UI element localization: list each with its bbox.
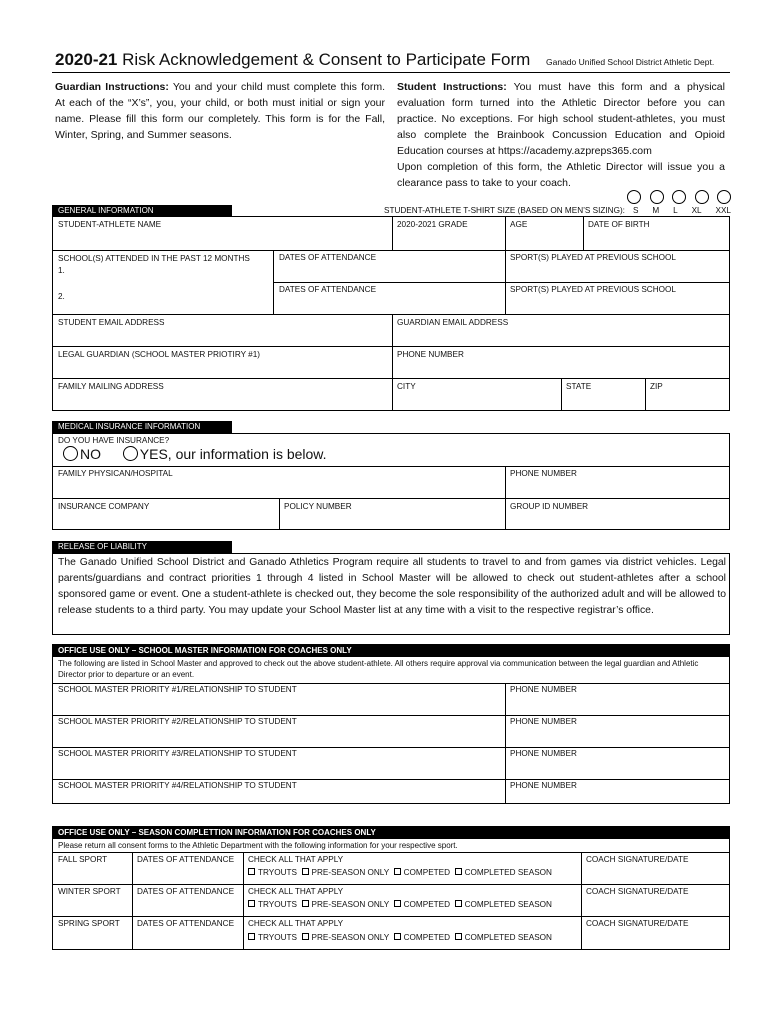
schools-attended-label: SCHOOL(S) ATTENDED IN THE PAST 12 MONTHS bbox=[58, 254, 250, 263]
completed-label: COMPLETED SEASON bbox=[464, 933, 552, 942]
fall-completed-checkbox[interactable] bbox=[455, 868, 462, 875]
winter-dates-field[interactable]: DATES OF ATTENDANCE bbox=[137, 887, 235, 896]
shirt-size-s-radio[interactable] bbox=[627, 190, 641, 204]
legal-guardian-field[interactable]: LEGAL GUARDIAN (SCHOOL MASTER PRIOTIRY #1) bbox=[58, 350, 261, 359]
zip-field[interactable]: ZIP bbox=[650, 382, 663, 391]
size-s: S bbox=[633, 206, 639, 215]
priority-2-field[interactable]: SCHOOL MASTER PRIORITY #2/RELATIONSHIP TO STUDENT bbox=[58, 717, 297, 726]
competed-label: COMPETED bbox=[403, 933, 451, 942]
department-name: Ganado Unified School District Athletic Dept. bbox=[546, 57, 715, 67]
priority-3-phone-field[interactable]: PHONE NUMBER bbox=[510, 749, 577, 758]
student-instructions-label: Student Instructions: bbox=[397, 81, 507, 93]
policy-number-field[interactable]: POLICY NUMBER bbox=[284, 502, 352, 511]
school-master-note: The following are listed in School Master and approved to check out the above student-athlete. All others require approval via communication between the legal guardian and Athletic Director prior to departure or an event. bbox=[58, 659, 699, 679]
winter-check-label: CHECK ALL THAT APPLY bbox=[248, 887, 344, 896]
form-title bbox=[55, 50, 530, 70]
priority-1-field[interactable]: SCHOOL MASTER PRIORITY #1/RELATIONSHIP TO STUDENT bbox=[58, 685, 297, 694]
completed-label: COMPLETED SEASON bbox=[464, 900, 552, 909]
priority-4-phone-field[interactable]: PHONE NUMBER bbox=[510, 781, 577, 790]
student-name-field[interactable]: STUDENT-ATHLETE NAME bbox=[58, 220, 162, 229]
student-instructions-text2: Upon completion of this form, the Athletic Director will issue you a clearance pass to take to your coach. bbox=[397, 161, 725, 189]
school-2-label[interactable]: 2. bbox=[58, 292, 65, 301]
shirt-size-label: STUDENT-ATHLETE T-SHIRT SIZE (BASED ON MEN’S SIZING): bbox=[384, 206, 625, 215]
tryouts-label: TRYOUTS bbox=[258, 933, 297, 942]
preseason-label: PRE-SEASON ONLY bbox=[311, 900, 390, 909]
fall-preseason-checkbox[interactable] bbox=[302, 868, 309, 875]
spring-completed-checkbox[interactable] bbox=[455, 933, 462, 940]
mailing-address-field[interactable]: FAMILY MAILING ADDRESS bbox=[58, 382, 164, 391]
fall-check-label: CHECK ALL THAT APPLY bbox=[248, 855, 344, 864]
spring-tryouts-checkbox[interactable] bbox=[248, 933, 255, 940]
fall-competed-checkbox[interactable] bbox=[394, 868, 401, 875]
insurance-no-radio[interactable] bbox=[63, 446, 78, 461]
fall-sport-field[interactable]: FALL SPORT bbox=[58, 855, 108, 864]
school-master-table bbox=[52, 644, 730, 804]
spring-check-label: CHECK ALL THAT APPLY bbox=[248, 919, 344, 928]
winter-sport-field[interactable]: WINTER SPORT bbox=[58, 887, 121, 896]
grade-field[interactable]: 2020-2021 GRADE bbox=[397, 220, 468, 229]
release-box bbox=[52, 553, 730, 635]
season-completion-header: OFFICE USE ONLY – SEASON COMPLETTION INFORMATION FOR COACHES ONLY bbox=[58, 828, 376, 837]
spring-dates-field[interactable]: DATES OF ATTENDANCE bbox=[137, 919, 235, 928]
priority-2-phone-field[interactable]: PHONE NUMBER bbox=[510, 717, 577, 726]
release-header: RELEASE OF LIABILITY bbox=[52, 541, 232, 553]
sport-previous-2-field[interactable]: SPORT(S) PLAYED AT PREVIOUS SCHOOL bbox=[510, 285, 676, 294]
sport-previous-1-field[interactable]: SPORT(S) PLAYED AT PREVIOUS SCHOOL bbox=[510, 253, 676, 262]
winter-tryouts-checkbox[interactable] bbox=[248, 900, 255, 907]
dob-field[interactable]: DATE OF BIRTH bbox=[588, 220, 650, 229]
winter-check-options bbox=[248, 900, 552, 909]
general-info-table bbox=[52, 216, 730, 411]
priority-4-field[interactable]: SCHOOL MASTER PRIORITY #4/RELATIONSHIP TO STUDENT bbox=[58, 781, 297, 790]
completed-label: COMPLETED SEASON bbox=[464, 868, 552, 877]
fall-dates-field[interactable]: DATES OF ATTENDANCE bbox=[137, 855, 235, 864]
form-year: 2020-21 bbox=[55, 50, 118, 69]
fall-tryouts-checkbox[interactable] bbox=[248, 868, 255, 875]
age-field[interactable]: AGE bbox=[510, 220, 528, 229]
student-email-field[interactable]: STUDENT EMAIL ADDRESS bbox=[58, 318, 165, 327]
tryouts-label: TRYOUTS bbox=[258, 868, 297, 877]
size-xl: XL bbox=[691, 206, 702, 215]
student-instructions bbox=[397, 79, 725, 191]
release-text: The Ganado Unified School District and Ganado Athletics Program require all students to travel to and from games via district vehicles. Legal parents/guardians and contract priorities 1 through 4 listed in School Master will be allowed to check out student-athletes after a school sponsored game or event. One a student-athlete is checked out, they become the sole responsibility of the authorized adult and will be allowed to release students to a third party. You may update your School Master list at any time with a visit to the respective registrar’s office. bbox=[58, 557, 726, 616]
schools-attended-field[interactable] bbox=[58, 253, 250, 277]
competed-label: COMPETED bbox=[403, 868, 451, 877]
physician-phone-field[interactable]: PHONE NUMBER bbox=[510, 469, 577, 478]
shirt-size-xl-radio[interactable] bbox=[695, 190, 709, 204]
tryouts-label: TRYOUTS bbox=[258, 900, 297, 909]
dates-attendance-1-field[interactable]: DATES OF ATTENDANCE bbox=[279, 253, 377, 262]
spring-competed-checkbox[interactable] bbox=[394, 933, 401, 940]
winter-completed-checkbox[interactable] bbox=[455, 900, 462, 907]
winter-coach-signature-field[interactable]: COACH SIGNATURE/DATE bbox=[586, 887, 689, 896]
guardian-phone-field[interactable]: PHONE NUMBER bbox=[397, 350, 464, 359]
dates-attendance-2-field[interactable]: DATES OF ATTENDANCE bbox=[279, 285, 377, 294]
insurance-yes-label: YES, our information is below. bbox=[139, 446, 327, 462]
insurance-yes-radio[interactable] bbox=[123, 446, 138, 461]
insurance-company-field[interactable]: INSURANCE COMPANY bbox=[58, 502, 150, 511]
medical-info-table bbox=[52, 433, 730, 530]
winter-competed-checkbox[interactable] bbox=[394, 900, 401, 907]
form-title-text: Risk Acknowledgement & Consent to Participate Form bbox=[117, 50, 531, 69]
school-1-label: 1. bbox=[58, 266, 65, 275]
group-id-field[interactable]: GROUP ID NUMBER bbox=[510, 502, 589, 511]
shirt-size-list bbox=[633, 206, 731, 215]
spring-check-options bbox=[248, 933, 552, 942]
size-xxl: XXL bbox=[715, 206, 731, 215]
fall-coach-signature-field[interactable]: COACH SIGNATURE/DATE bbox=[586, 855, 689, 864]
guardian-instructions-text: You and your child must complete this form. At each of the “X’s”, you, your child, or both must initial or sign your name. Please fill this form our completely. This form is for the Fall, Winter, Spring, and Summer seasons. bbox=[55, 81, 385, 141]
shirt-size-m-radio[interactable] bbox=[650, 190, 664, 204]
physician-field[interactable]: FAMILY PHYSICAN/HOSPITAL bbox=[58, 469, 173, 478]
insurance-question: DO YOU HAVE INSURANCE? bbox=[58, 436, 170, 445]
title-rule bbox=[52, 72, 730, 73]
state-field[interactable]: STATE bbox=[566, 382, 592, 391]
spring-preseason-checkbox[interactable] bbox=[302, 933, 309, 940]
preseason-label: PRE-SEASON ONLY bbox=[311, 933, 390, 942]
season-completion-note: Please return all consent forms to the Athletic Department with the following information for your respective sport. bbox=[58, 841, 458, 850]
priority-3-field[interactable]: SCHOOL MASTER PRIORITY #3/RELATIONSHIP TO STUDENT bbox=[58, 749, 297, 758]
shirt-size-options bbox=[627, 190, 731, 204]
guardian-instructions-label: Guardian Instructions: bbox=[55, 81, 169, 93]
guardian-email-field[interactable]: GUARDIAN EMAIL ADDRESS bbox=[397, 318, 509, 327]
size-l: L bbox=[673, 206, 678, 215]
insurance-no-label: NO bbox=[80, 446, 101, 462]
shirt-size-l-radio[interactable] bbox=[672, 190, 686, 204]
school-master-header: OFFICE USE ONLY – SCHOOL MASTER INFORMATION FOR COACHES ONLY bbox=[58, 646, 352, 655]
winter-preseason-checkbox[interactable] bbox=[302, 900, 309, 907]
guardian-instructions bbox=[55, 79, 385, 143]
preseason-label: PRE-SEASON ONLY bbox=[311, 868, 390, 877]
priority-1-phone-field[interactable]: PHONE NUMBER bbox=[510, 685, 577, 694]
competed-label: COMPETED bbox=[403, 900, 451, 909]
season-completion-table bbox=[52, 826, 730, 950]
city-field[interactable]: CITY bbox=[397, 382, 416, 391]
fall-check-options bbox=[248, 868, 552, 877]
medical-info-header: MEDICAL INSURANCE INFORMATION bbox=[52, 421, 232, 433]
insurance-options bbox=[63, 446, 327, 462]
general-info-header: GENERAL INFORMATION bbox=[52, 205, 232, 217]
size-m: M bbox=[652, 206, 660, 215]
shirt-size-xxl-radio[interactable] bbox=[717, 190, 731, 204]
spring-sport-field[interactable]: SPRING SPORT bbox=[58, 919, 120, 928]
spring-coach-signature-field[interactable]: COACH SIGNATURE/DATE bbox=[586, 919, 689, 928]
student-instructions-text: You must have this form and a physical evaluation form turned into the Athletic Director before you can practice. No exceptions. For high school student-athletes, you must also complete the Brainbook Concussion Education and Opioid Education courses at https://academy.azpreps365.com bbox=[397, 81, 725, 157]
